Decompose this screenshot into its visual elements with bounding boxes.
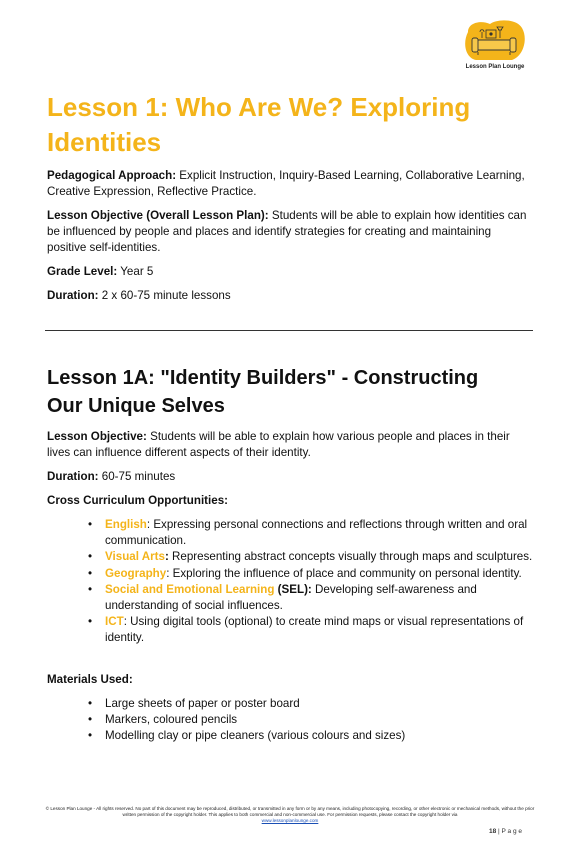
materials-heading	[47, 672, 532, 688]
material-paper: Large sheets of paper or poster board	[105, 697, 300, 710]
grade-level-label: Grade Level:	[47, 265, 118, 278]
section-divider	[45, 330, 533, 331]
subject-visual-arts-suffix: :	[164, 550, 169, 564]
material-markers: Markers, coloured pencils	[105, 713, 238, 727]
subject-sel-text: Developing self-awareness and understanding of social influences.	[105, 582, 477, 613]
list-item	[88, 517, 533, 549]
list-item	[88, 582, 533, 614]
duration-label: Duration:	[47, 289, 99, 302]
bullet-icon: •	[88, 550, 93, 564]
bullet-icon: •	[88, 615, 93, 629]
cross-curriculum-heading-text: Cross Curriculum Opportunities:	[47, 494, 229, 507]
subject-visual-arts-text: Representing abstract concepts visually through maps and sculptures.	[168, 550, 533, 564]
lesson-1a-objective-text: Students will be able to explain how various people and places in their lives can influence different aspects of their identity.	[47, 430, 510, 460]
page-number-value: 18	[488, 828, 497, 835]
lesson-1a-duration-label: Duration:	[47, 470, 99, 483]
subject-geography: Geography	[105, 566, 167, 580]
subject-ict-text: : Using digital tools (optional) to create mind maps or visual representations of identity.	[105, 615, 524, 645]
subject-ict: ICT	[105, 615, 124, 629]
pedagogical-approach-label: Pedagogical Approach:	[47, 169, 177, 182]
lesson-1a-objective	[47, 429, 532, 461]
page-word: P a g e	[501, 828, 522, 835]
list-item	[88, 549, 533, 565]
bullet-icon: •	[88, 518, 93, 531]
lesson-1a-title	[47, 364, 527, 420]
subject-sel: Social and Emotional Learning	[105, 582, 275, 596]
logo-text: Lesson Plan Lounge	[465, 64, 525, 70]
duration	[47, 288, 532, 304]
subject-sel-suffix: (SEL):	[274, 582, 312, 596]
bullet-icon: •	[88, 566, 93, 580]
lesson-1a-title-line2: Our Unique Selves	[47, 395, 225, 417]
bullet-icon: •	[88, 729, 93, 743]
bullet-icon: •	[88, 582, 93, 596]
bullet-icon: •	[88, 713, 93, 727]
pedagogical-approach	[47, 168, 532, 200]
list-item	[88, 566, 533, 582]
lesson-1a-duration	[47, 469, 532, 485]
cross-curriculum-heading	[47, 493, 532, 509]
website-link[interactable]: www.lessonplanlounge.com	[261, 818, 319, 823]
subject-english: English	[105, 518, 147, 531]
list-item	[88, 614, 533, 646]
materials-list	[88, 696, 533, 745]
overall-lesson-objective-text: Students will be able to explain how identities can be influenced by people and places and identify strategies for creating and maintaining positive self-identities.	[47, 209, 527, 255]
grade-level-value: Year 5	[117, 265, 154, 278]
list-item	[88, 728, 533, 744]
copyright-footer	[45, 806, 535, 824]
sofa-icon	[460, 18, 530, 66]
list-item	[88, 696, 533, 712]
material-clay: Modelling clay or pipe cleaners (various colours and sizes)	[105, 729, 406, 743]
lesson-1-title	[47, 90, 527, 160]
page-number: 18 | P a g e	[488, 828, 522, 835]
lesson-1a-duration-value: 60-75 minutes	[98, 470, 176, 483]
pedagogical-approach-text: Explicit Instruction, Inquiry-Based Learning, Collaborative Learning, Creative Expression, Reflective Practice.	[47, 169, 525, 199]
copyright-text: © Lesson Plan Lounge - All rights reserved. No part of this document may be reproduced, distributed, or transmitted in any form or by any means, including photocopying, recording, or other electronic or mechanical methods, without the prior written permission of the copyright holder. This applies to both commercial and non-commercial use. For permission requests, please contact the copyright holder via	[45, 806, 535, 817]
lesson-1a-title-line1: Lesson 1A: "Identity Builders" - Constructing	[47, 367, 479, 389]
grade-level	[47, 264, 532, 280]
overall-lesson-objective	[47, 208, 532, 257]
list-item	[88, 712, 533, 728]
duration-value: 2 x 60-75 minute lessons	[98, 289, 231, 302]
bullet-icon: •	[88, 697, 93, 710]
cross-curriculum-list	[88, 517, 533, 647]
lesson-1-title-line1: Lesson 1: Who Are We? Exploring	[47, 92, 471, 122]
subject-english-text: : Expressing personal connections and reflections through written and oral communication.	[105, 518, 528, 548]
subject-visual-arts: Visual Arts	[105, 550, 165, 564]
lesson-1-title-line2: Identities	[47, 127, 162, 157]
materials-heading-text: Materials Used:	[47, 673, 133, 686]
subject-geography-text: : Exploring the influence of place and community on personal identity.	[166, 566, 522, 580]
overall-lesson-objective-label: Lesson Objective (Overall Lesson Plan):	[47, 209, 269, 222]
lesson-plan-lounge-logo	[460, 18, 530, 74]
lesson-1a-objective-label: Lesson Objective:	[47, 430, 147, 443]
